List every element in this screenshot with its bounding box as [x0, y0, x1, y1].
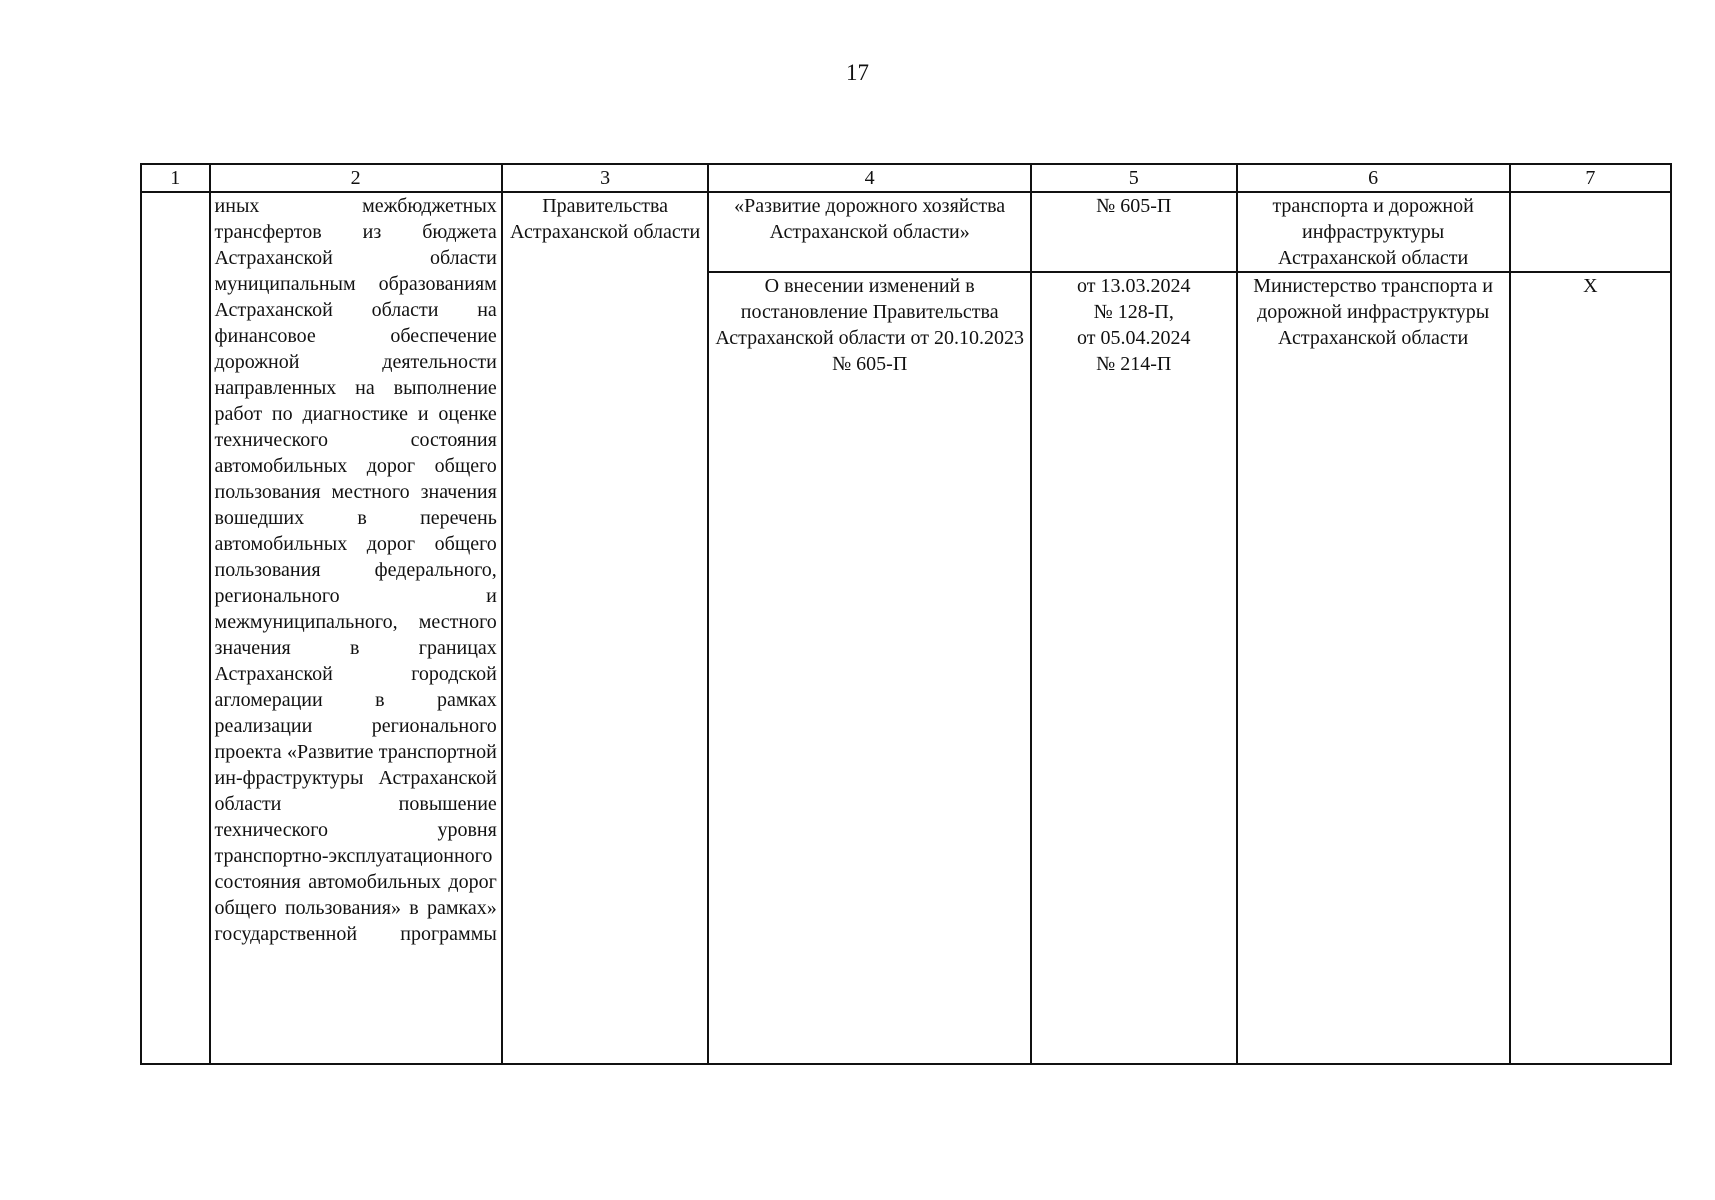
- cell-col4-program-name: «Развитие дорожного хозяйства Астраханской области»: [708, 192, 1031, 272]
- table-header-row: [141, 164, 1671, 192]
- column-header-6: 6: [1237, 164, 1510, 192]
- cell-col1: [141, 192, 210, 1064]
- cell-col7-empty: [1510, 192, 1671, 272]
- column-header-5: 5: [1031, 164, 1237, 192]
- column-header-1: 1: [141, 164, 210, 192]
- number-line-1: № 128-П,: [1093, 301, 1174, 323]
- document-table: [140, 163, 1672, 1065]
- cell-col6-ministry: Министерство транспорта и дорожной инфраструктуры Астраханской области: [1237, 272, 1510, 1064]
- column-header-2: 2: [210, 164, 502, 192]
- cell-col5-dates: [1031, 272, 1237, 1064]
- column-header-4: 4: [708, 164, 1031, 192]
- cell-col7-mark: X: [1510, 272, 1671, 1064]
- cell-col2-description: иных межбюджетных трансфертов из бюджета Астраханской области муниципальным образованиям Астраханской области на финансовое обеспечение дорожной деятельности направленных на выполнение работ по диагностике и оценке технического состояния автомобильных дорог общего пользования местного значения вошедших в перечень автомобильных дорог общего пользования федерального, регионального и межмуниципального, местного значения в границах Астраханской городской агломерации в рамках реализации регионального проекта «Развитие транспортной ин-фраструктуры Астраханской области повышение технического уровня транспортно-эксплуатационного состояния автомобильных дорог общего пользования» в рамках» государственной программы: [210, 192, 502, 1064]
- table-row: [141, 192, 1671, 272]
- column-header-7: 7: [1510, 164, 1671, 192]
- column-header-3: 3: [502, 164, 709, 192]
- date-line-2: от 05.04.2024: [1077, 327, 1191, 349]
- cell-col4-amendment: О внесении изменений в постановление Правительства Астраханской области от 20.10.2023 № 605-П: [708, 272, 1031, 1064]
- cell-col6-ministry-continued: транспорта и дорожной инфраструктуры Астраханской области: [1237, 192, 1510, 272]
- cell-col5-number: № 605-П: [1031, 192, 1237, 272]
- page-number: 17: [846, 60, 869, 85]
- cell-col3-authority: Правительства Астраханской области: [502, 192, 709, 1064]
- date-line-1: от 13.03.2024: [1077, 275, 1191, 297]
- number-line-2: № 214-П: [1096, 353, 1172, 375]
